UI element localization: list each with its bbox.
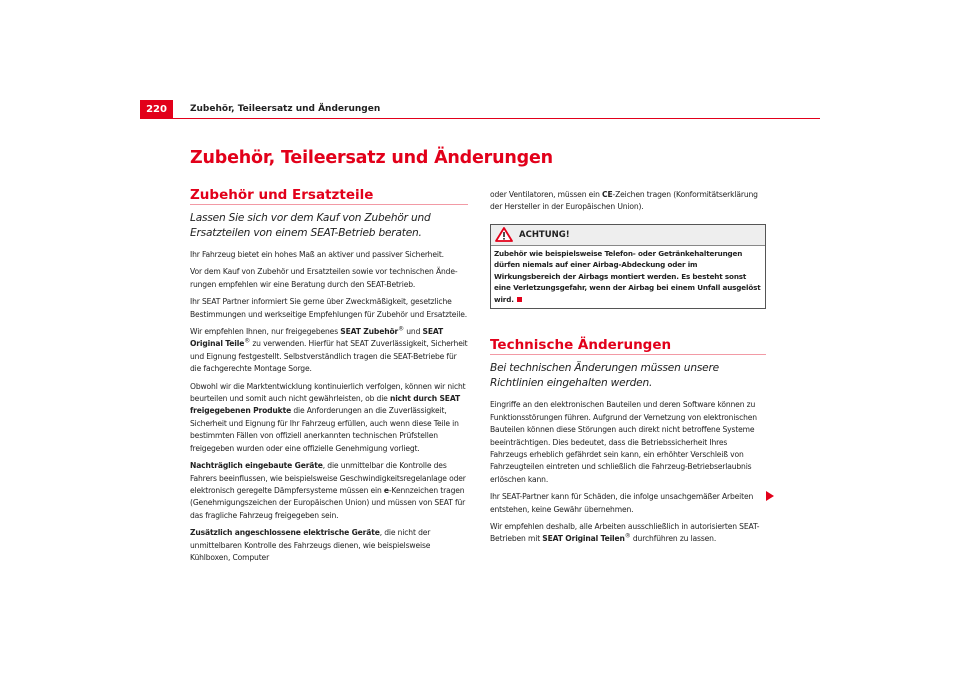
paragraph bbox=[190, 381, 468, 455]
paragraph bbox=[490, 399, 766, 486]
paragraph bbox=[490, 491, 766, 516]
bold-text: e bbox=[383, 485, 389, 495]
continue-arrow-icon bbox=[766, 491, 774, 501]
warning-text-content: Zubehör wie beispielsweise Telefon- oder Getränkehalterungen dürfen niemals auf einer Airbag-Abdeckung oder im Wirkungsbereich der Airbags montiert werden. Es besteht sonst eine Verletzungsgefahr, wenn der Airbag bei einem Unfall ausgelöst wird. bbox=[494, 248, 761, 304]
text-run: Eingriffe an den elektronischen Bauteilen und deren Software können zu Funktionsstörungen führen. Aufgrund der Vernetzung von elektronischen Bauteilen können diese Störungen auch direkt nicht betroffene Systeme beeinträchtigen. Dies bedeutet, dass die Betriebssicherheit Ihres Fahrzeugs erheblich gefährdet sein kann, ein erhöhter Verschleiß von Fahrzeugteilen eintreten und schließlich die Fahrzeug-Betriebserlaubnis erlöschen kann. bbox=[490, 400, 757, 484]
text-run: ® bbox=[244, 337, 251, 345]
bold-text: SEAT Original Teile bbox=[190, 327, 444, 349]
section-lead: Lassen Sie sich vor dem Kauf von Zubehör und Ersatzteilen von einem SEAT-Betrieb beraten. bbox=[190, 212, 431, 239]
warning-header bbox=[491, 225, 765, 246]
bold-text: Zusätzlich angeschlossene elektrische Geräte bbox=[190, 528, 380, 538]
text-run: Obwohl wir die Marktentwicklung kontinuierlich verfolgen, können wir nicht beurteilen und somit auch nicht gewährleisten, ob die bbox=[190, 381, 466, 404]
paragraph bbox=[490, 521, 766, 546]
text-run: -Kennzeichen tragen (Genehmigungszeichen der Europäischen Union) und müssen von SEAT für das fragliche Fahrzeug freigegeben sein. bbox=[190, 485, 466, 520]
paragraph bbox=[190, 266, 468, 291]
warning-text bbox=[491, 246, 765, 309]
paragraph bbox=[190, 296, 468, 321]
paragraph bbox=[190, 527, 468, 564]
continued-paragraph bbox=[490, 189, 766, 214]
right-column bbox=[490, 189, 766, 551]
section-body bbox=[490, 399, 766, 545]
text-run: , die unmittelbar die Kontrolle des Fahrers beeinflussen, wie beispielsweise Geschwindigkeitsregelanlage oder elektronisch geregelte Dämpfersysteme müssen ein bbox=[190, 461, 466, 495]
text-run: Ihr Fahrzeug bietet ein hohes Maß an aktiver und passiver Sicherheit. bbox=[190, 250, 444, 259]
warning-triangle-icon bbox=[495, 227, 513, 242]
section-lead: Bei technischen Änderungen müssen unsere Richtlinien eingehalten werden. bbox=[490, 362, 719, 390]
text-run: ® bbox=[624, 532, 631, 540]
text-run: Wir empfehlen deshalb, alle Arbeiten ausschließlich in autorisierten SEAT-Betrieben mit bbox=[490, 521, 760, 544]
text-run: durchführen zu lassen. bbox=[630, 534, 717, 544]
left-column bbox=[190, 187, 468, 569]
section-heading-technical-changes: Technische Änderungen bbox=[490, 337, 766, 355]
bold-text: CE bbox=[602, 190, 613, 199]
header-rule bbox=[140, 118, 820, 119]
text-run: ® bbox=[398, 325, 404, 333]
warning-box bbox=[490, 224, 766, 310]
text-run: und bbox=[403, 327, 423, 337]
text-run: Vor dem Kauf von Zubehör und Ersatzteilen sowie vor technischen Änderungen empfehlen wir eine Beratung durch den SEAT-Betrieb. bbox=[190, 267, 458, 289]
bold-text: SEAT Original Teilen bbox=[542, 534, 625, 544]
text-run: , die nicht der unmittelbaren Kontrolle des Fahrzeugs dienen, wie beispielsweise Kühlboxen, Computer bbox=[190, 528, 431, 562]
paragraph bbox=[190, 460, 468, 522]
warning-title: ACHTUNG! bbox=[519, 229, 570, 240]
paragraph bbox=[490, 189, 766, 214]
section-heading-accessories: Zubehör und Ersatzteile bbox=[190, 187, 468, 205]
text-run: Ihr SEAT-Partner kann für Schäden, die infolge unsachgemäßer Arbeiten entstehen, keine Gewähr übernehmen. bbox=[490, 492, 754, 514]
text-run: Ihr SEAT Partner informiert Sie gerne über Zweckmäßigkeit, gesetzliche Bestimmungen und werkseitige Empfehlungen für Zubehör und Ersatzteile. bbox=[190, 297, 468, 319]
paragraph bbox=[190, 326, 468, 376]
paragraph bbox=[190, 249, 468, 261]
bold-text: Nachträglich eingebaute Geräte bbox=[190, 461, 323, 471]
text-run: die Anforderungen an die Zuverlässigkeit, Sicherheit und Eignung für Ihr Fahrzeug erfüllen, auch wenn diese Teile in bestimmten Fällen von offiziell anerkannten technischen Prüfstellen freigegeben wurden oder eine offizielle Genehmigung vorliegt. bbox=[190, 406, 459, 453]
text-run: zu verwenden. Hierfür hat SEAT Zuverlässigkeit, Sicherheit und Eignung festgestellt. Selbstverständlich tragen die SEAT-Betriebe für die fachgerechte Montage Sorge. bbox=[190, 339, 468, 374]
running-header: Zubehör, Teileersatz und Änderungen bbox=[190, 104, 381, 114]
section-body bbox=[190, 249, 468, 564]
text-run: oder Ventilatoren, müssen ein bbox=[490, 190, 603, 199]
chapter-title: Zubehör, Teileersatz und Änderungen bbox=[190, 148, 553, 168]
text-run: Wir empfehlen Ihnen, nur freigegebenes bbox=[190, 327, 341, 337]
bold-text: nicht durch SEAT freigegebenen Produkte bbox=[190, 394, 461, 416]
page-number: 220 bbox=[140, 100, 173, 119]
bold-text: SEAT Zubehör bbox=[340, 327, 399, 337]
end-mark-icon bbox=[517, 297, 522, 302]
text-run: -Zeichen tragen (Konformitätserklärung der Hersteller in der Europäischen Union). bbox=[490, 190, 758, 212]
